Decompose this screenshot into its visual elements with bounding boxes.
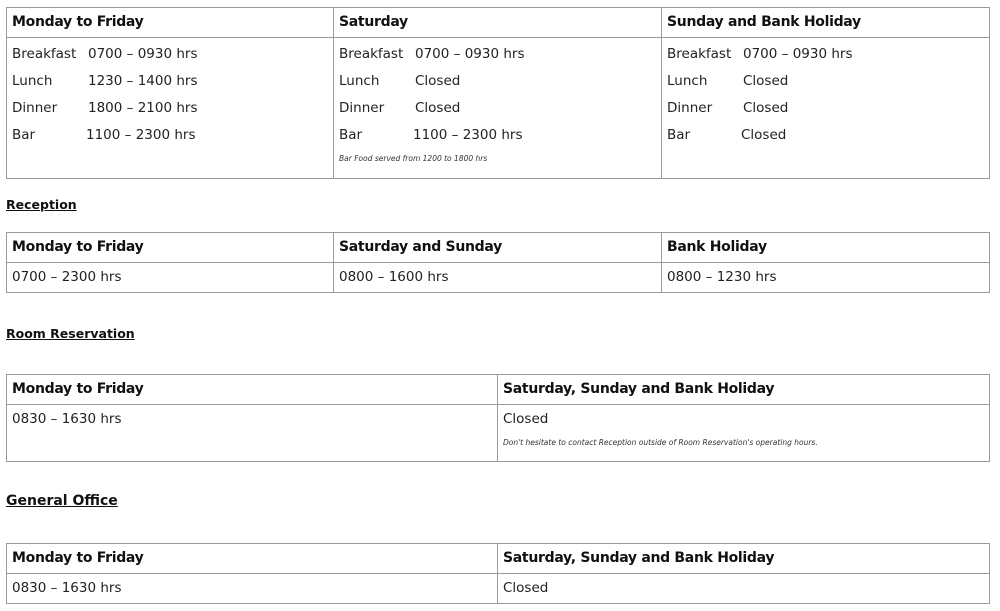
header-monday-to-friday: Monday to Friday: [7, 544, 498, 574]
saturday-hours-cell: [334, 38, 662, 179]
meal-time: 1800 – 2100 hrs: [88, 100, 198, 116]
meal-label: Bar: [12, 127, 36, 143]
meal-time: 0700 – 0930 hrs: [743, 46, 853, 62]
list-item: [339, 41, 656, 68]
list-item: [12, 41, 328, 68]
room-reservation-weekday-value: [7, 405, 498, 462]
meal-time: 1230 – 1400 hrs: [88, 73, 198, 89]
meal-label: Lunch: [339, 73, 380, 89]
list-item: [667, 122, 984, 149]
meal-label: Breakfast: [12, 46, 77, 62]
reception-contact-note: Don't hesitate to contact Reception outside of Room Reservation's operating hours.: [503, 438, 818, 447]
list-item: [12, 122, 328, 149]
meal-label: Dinner: [339, 100, 385, 116]
meal-time: 1100 – 2300 hrs: [86, 127, 196, 143]
list-item: [339, 122, 656, 149]
room-reservation-heading: Room Reservation: [6, 326, 135, 341]
meal-time: 0700 – 0930 hrs: [88, 46, 198, 62]
meal-time: Closed: [415, 100, 461, 116]
list-item: [667, 95, 984, 122]
meal-label: Dinner: [12, 100, 58, 116]
header-monday-to-friday: Monday to Friday: [7, 375, 498, 405]
time-value: 0830 – 1630 hrs: [12, 411, 122, 427]
meal-label: Lunch: [667, 73, 708, 89]
meal-label: Bar: [667, 127, 691, 143]
header-weekend-bank-holiday: Saturday, Sunday and Bank Holiday: [498, 544, 990, 574]
header-bank-holiday: Bank Holiday: [662, 233, 990, 263]
reception-hours-table: [6, 232, 990, 293]
meal-label: Lunch: [12, 73, 53, 89]
restaurant-hours-table: [6, 7, 990, 179]
meal-time: 0700 – 0930 hrs: [415, 46, 525, 62]
reception-weekend-value: 0800 – 1600 hrs: [334, 263, 662, 293]
meal-label: Dinner: [667, 100, 713, 116]
time-value: Closed: [503, 411, 549, 427]
reception-bank-holiday-value: 0800 – 1230 hrs: [662, 263, 990, 293]
meal-time: Closed: [415, 73, 461, 89]
room-reservation-hours-table: [6, 374, 990, 462]
general-office-heading: General Office: [6, 493, 118, 509]
list-item: [12, 68, 328, 95]
meal-time: 1100 – 2300 hrs: [413, 127, 523, 143]
list-item: [339, 95, 656, 122]
header-sunday-bank-holiday: Sunday and Bank Holiday: [662, 8, 990, 38]
general-office-weekday-value: 0830 – 1630 hrs: [7, 574, 498, 604]
meal-time: Closed: [741, 127, 787, 143]
list-item: [12, 95, 328, 122]
meal-time: Closed: [743, 73, 789, 89]
reception-heading: Reception: [6, 197, 77, 212]
header-saturday-and-sunday: Saturday and Sunday: [334, 233, 662, 263]
bar-food-note: Bar Food served from 1200 to 1800 hrs: [339, 154, 488, 163]
meal-label: Breakfast: [339, 46, 404, 62]
general-office-weekend-value: Closed: [498, 574, 990, 604]
meal-time: Closed: [743, 100, 789, 116]
meal-label: Bar: [339, 127, 363, 143]
sunday-hours-cell: [662, 38, 990, 179]
header-saturday: Saturday: [334, 8, 662, 38]
list-item: [667, 68, 984, 95]
header-weekend-bank-holiday: Saturday, Sunday and Bank Holiday: [498, 375, 990, 405]
meal-label: Breakfast: [667, 46, 732, 62]
weekday-hours-cell: [7, 38, 334, 179]
header-monday-to-friday: Monday to Friday: [7, 8, 334, 38]
general-office-hours-table: [6, 543, 990, 604]
reception-weekday-value: 0700 – 2300 hrs: [7, 263, 334, 293]
list-item: [339, 68, 656, 95]
header-monday-to-friday: Monday to Friday: [7, 233, 334, 263]
list-item: [667, 41, 984, 68]
room-reservation-weekend-cell: [498, 405, 990, 462]
